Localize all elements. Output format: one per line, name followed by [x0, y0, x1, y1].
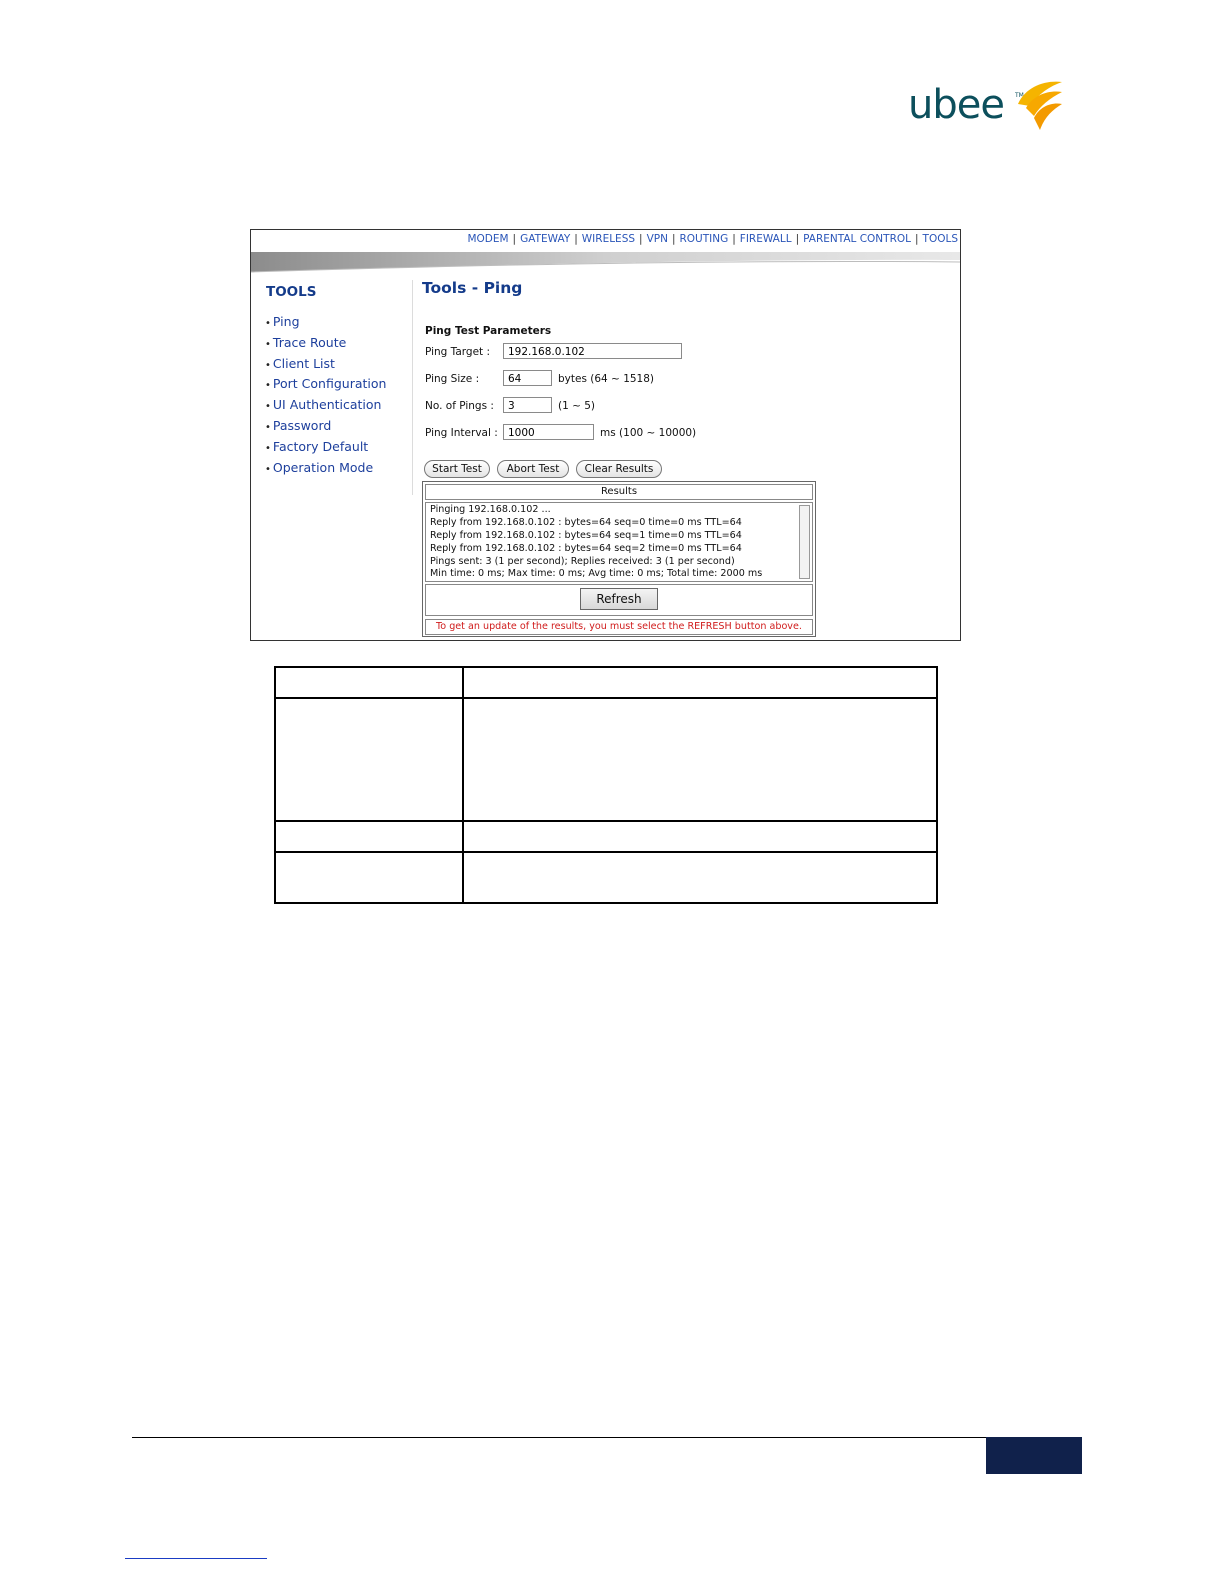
sidebar-item-label: Trace Route: [272, 334, 347, 350]
sidebar-item-label: Port Configuration: [272, 376, 387, 392]
page-title: Tools - Ping: [422, 279, 523, 297]
num-pings-hint: (1 ~ 5): [558, 400, 596, 412]
ping-target-label: Ping Target :: [425, 346, 491, 358]
result-line: Reply from 192.168.0.102 : bytes=64 seq=0 time=0 ms TTL=64: [430, 516, 742, 528]
sidebar-item-label: UI Authentication: [272, 397, 382, 413]
header-swoosh: [251, 246, 960, 274]
refresh-button[interactable]: Refresh: [580, 588, 658, 610]
sidebar-title: TOOLS: [266, 284, 317, 300]
sidebar-item-label: Operation Mode: [272, 459, 374, 475]
ubee-logo: [908, 78, 1058, 140]
refresh-row: [425, 584, 813, 616]
table-cell: [275, 698, 463, 821]
ping-size-input[interactable]: 64: [503, 370, 552, 386]
num-pings-input[interactable]: 3: [503, 397, 552, 413]
sidebar-item-label: Client List: [272, 355, 335, 371]
table-row: [275, 821, 937, 852]
results-textarea[interactable]: [425, 502, 813, 582]
result-line: Reply from 192.168.0.102 : bytes=64 seq=2 time=0 ms TTL=64: [430, 542, 742, 554]
table-cell: [463, 667, 937, 698]
table-cell: [275, 667, 463, 698]
sidebar-item-client-list[interactable]: [265, 354, 386, 375]
sidebar-item-label: Ping: [272, 314, 300, 329]
table-cell: [463, 852, 937, 903]
bullet-icon: •: [265, 401, 271, 413]
ping-interval-label: Ping Interval :: [425, 427, 498, 439]
nav-vpn[interactable]: VPN: [646, 233, 668, 245]
page-number-block: [986, 1437, 1082, 1474]
footer-link-underline: [125, 1558, 267, 1559]
ping-size-hint: bytes (64 ~ 1518): [558, 373, 655, 385]
ping-target-input[interactable]: 192.168.0.102: [503, 343, 682, 359]
ping-interval-hint: ms (100 ~ 10000): [600, 427, 697, 439]
bee-wing-icon: [1016, 78, 1064, 134]
table-cell: [463, 698, 937, 821]
sidebar-item-ping[interactable]: [265, 312, 386, 333]
ping-size-label: Ping Size :: [425, 373, 480, 385]
bullet-icon: •: [265, 421, 271, 433]
description-table: [274, 666, 938, 904]
table-cell: [463, 821, 937, 852]
nav-modem[interactable]: MODEM: [467, 233, 509, 245]
results-lines: [430, 504, 796, 581]
sidebar-item-operation-mode[interactable]: [265, 458, 386, 479]
logo-trademark: TM: [1015, 92, 1024, 99]
num-pings-label: No. of Pings :: [425, 400, 494, 412]
table-row: [275, 698, 937, 821]
sidebar-item-label: Factory Default: [272, 438, 369, 454]
nav-tools[interactable]: TOOLS: [922, 233, 958, 245]
table-cell: [275, 852, 463, 903]
clear-results-button[interactable]: Clear Results: [576, 460, 662, 478]
results-header: Results: [425, 484, 813, 500]
router-ui-screenshot: [250, 229, 961, 641]
result-line: Pinging 192.168.0.102 ...: [430, 504, 551, 515]
logo-wordmark: ubee: [908, 82, 1004, 128]
bullet-icon: •: [265, 318, 271, 329]
nav-firewall[interactable]: FIREWALL: [739, 233, 792, 245]
footer-rule: [132, 1437, 1082, 1438]
nav-gateway[interactable]: GATEWAY: [520, 233, 571, 245]
bullet-icon: •: [265, 359, 271, 371]
results-scrollbar[interactable]: [799, 505, 810, 579]
sidebar-item-port-configuration[interactable]: [265, 374, 386, 395]
refresh-notice: To get an update of the results, you must select the REFRESH button above.: [425, 619, 813, 635]
nav-routing[interactable]: ROUTING: [679, 233, 729, 245]
result-line: Min time: 0 ms; Max time: 0 ms; Avg time: 0 ms; Total time: 2000 ms: [430, 568, 763, 580]
sidebar-divider: [412, 280, 413, 495]
bullet-icon: •: [265, 442, 271, 454]
sidebar-item-factory-default[interactable]: [265, 437, 386, 458]
sidebar-item-label: Password: [272, 417, 332, 433]
sidebar-item-trace-route[interactable]: [265, 333, 386, 354]
top-navigation: MODEM | GATEWAY | WIRELESS | VPN | ROUTING | FIREWALL | PARENTAL CONTROL | TOOLS: [467, 233, 958, 245]
section-title: Ping Test Parameters: [425, 325, 552, 337]
abort-test-button[interactable]: Abort Test: [497, 460, 569, 478]
sidebar-item-password[interactable]: [265, 416, 386, 437]
table-row: [275, 667, 937, 698]
ping-interval-input[interactable]: 1000: [503, 424, 594, 440]
results-panel: [422, 481, 816, 637]
sidebar-item-ui-authentication[interactable]: [265, 395, 386, 416]
nav-wireless[interactable]: WIRELESS: [581, 233, 636, 245]
bullet-icon: •: [265, 463, 271, 475]
result-line: Reply from 192.168.0.102 : bytes=64 seq=1 time=0 ms TTL=64: [430, 529, 742, 541]
sidebar-menu: [265, 312, 386, 478]
bullet-icon: •: [265, 338, 271, 350]
table-cell: [275, 821, 463, 852]
bullet-icon: •: [265, 380, 271, 392]
result-line: Pings sent: 3 (1 per second); Replies received: 3 (1 per second): [430, 555, 735, 567]
start-test-button[interactable]: Start Test: [424, 460, 490, 478]
nav-parental-control[interactable]: PARENTAL CONTROL: [803, 233, 911, 245]
table-row: [275, 852, 937, 903]
